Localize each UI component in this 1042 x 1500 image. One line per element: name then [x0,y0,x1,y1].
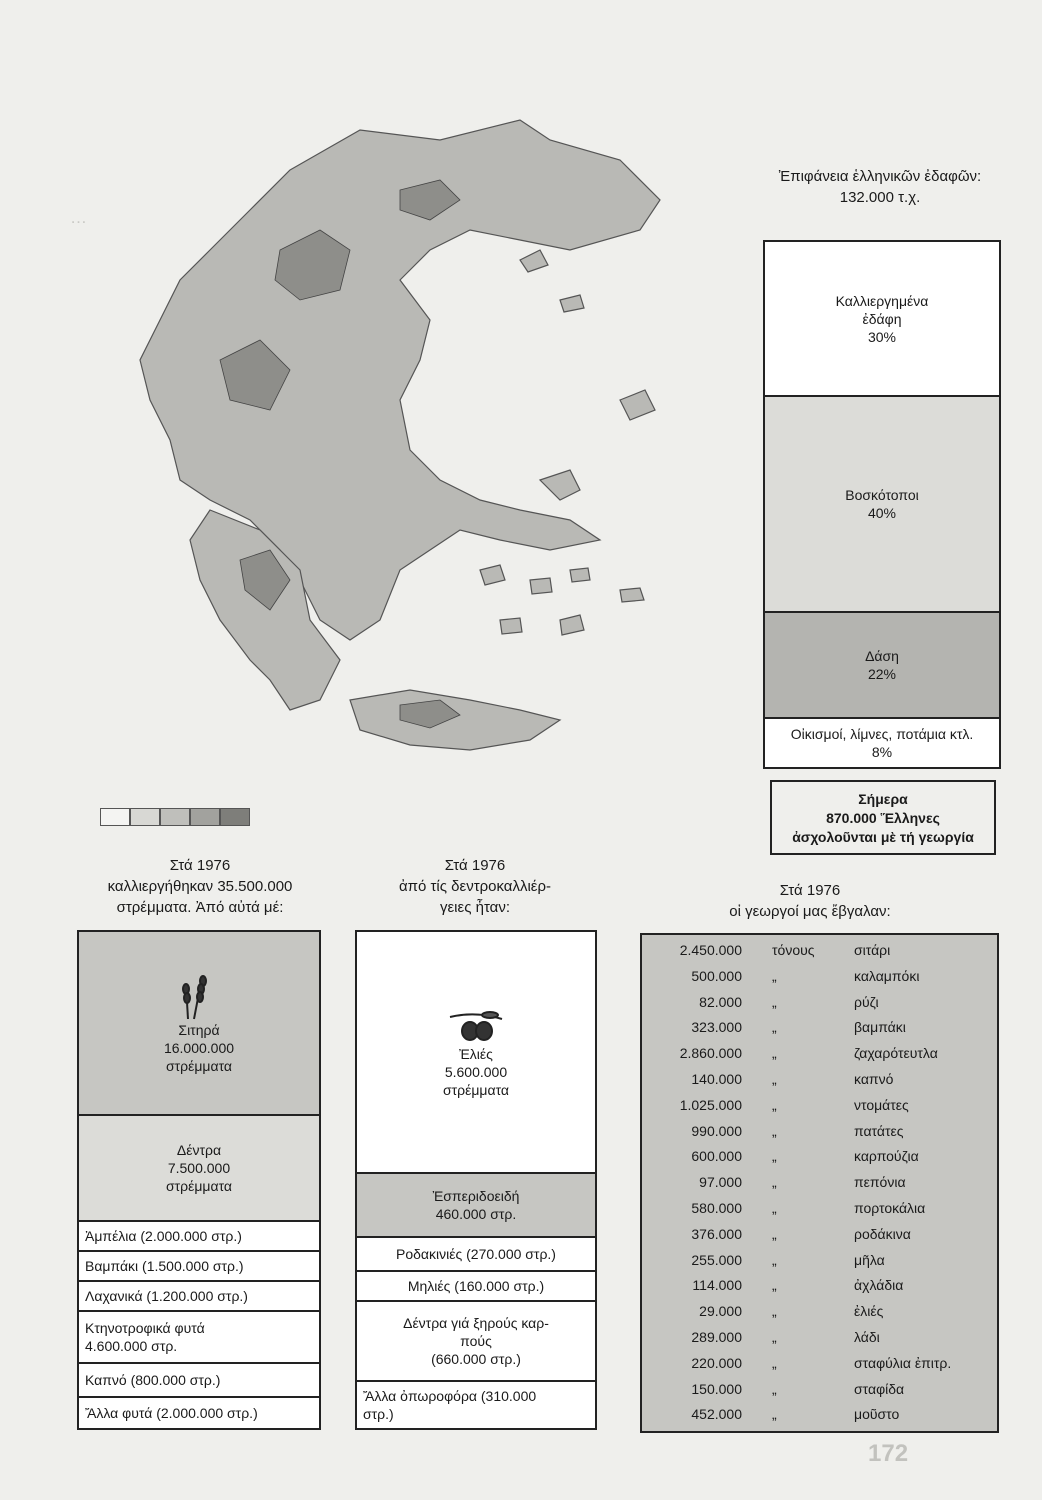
production-product: σταφίδα [854,1380,905,1397]
ditto-mark: „ [772,1174,777,1191]
wheat-icon [174,971,224,1021]
ditto-mark: „ [772,1148,777,1165]
production-row [642,1195,997,1221]
production-amount: 500.000 [691,967,742,984]
caption-line: στρέμματα. Ἀπό αὐτά μέ: [116,899,284,916]
ditto-mark: „ [772,1045,777,1062]
farmers-line: ἀσχολοῦνται μὲ τή γεωργία [792,829,974,845]
production-row [642,1221,997,1247]
production-product: ροδάκινα [854,1225,911,1242]
cultivated-caption [80,855,320,918]
surface-row-pct: 30% [867,328,897,345]
ditto-mark: „ [772,1354,777,1371]
surface-row [765,717,999,767]
trees-label: πούς [460,1333,492,1349]
production-amount: 150.000 [691,1380,742,1397]
surface-row-label: Καλλιεργημένα ἐδάφη [835,292,929,327]
production-product: μῆλα [854,1251,885,1268]
trees-row [357,1172,595,1236]
ditto-mark: „ [772,1277,777,1294]
farmers-box [770,780,996,855]
ditto-mark: „ [772,1406,777,1423]
trees-value: 5.600.000 [444,1064,508,1080]
cultivated-row [79,932,319,1114]
production-product: βαμπάκι [854,1019,906,1036]
caption-line: Στά 1976 [444,857,506,874]
production-amount: 97.000 [699,1174,742,1191]
production-row [642,937,997,963]
production-row [642,1143,997,1169]
production-product: καλαμπόκι [854,967,920,984]
surface-total: 132.000 τ.χ. [839,189,921,206]
ditto-mark: „ [772,993,777,1010]
cultivated-label: Βαμπάκι (1.500.000 στρ.) [85,1258,244,1274]
production-row [642,1298,997,1324]
production-row [642,1324,997,1350]
production-product: πεπόνια [854,1174,906,1191]
ditto-mark: „ [772,1380,777,1397]
surface-row-label: Δάση [865,648,899,664]
production-amount: 82.000 [699,993,742,1010]
surface-row-label: Οἰκισμοί, λίμνες, ποτάμια κτλ. [790,726,974,742]
production-amount: 114.000 [692,1277,742,1294]
production-amount: 140.000 [691,1071,742,1087]
trees-label: Μηλιές (160.000 στρ.) [407,1278,545,1294]
cultivated-label: Ἄλλα φυτά (2.000.000 στρ.) [85,1405,258,1421]
production-row [642,963,997,989]
cultivated-row [79,1114,319,1220]
production-product: ἐλιές [854,1303,884,1320]
production-product: καρπούζια [854,1148,919,1165]
production-row [642,1272,997,1298]
production-amount: 2.860.000 [679,1045,742,1062]
production-amount: 323.000 [691,1019,742,1036]
cultivated-unit: στρέμματα [165,1058,233,1074]
surface-row [765,242,999,395]
cultivated-value: 4.600.000 στρ. [85,1338,178,1354]
ditto-mark: „ [772,1019,777,1036]
ditto-mark: „ [772,1225,777,1242]
cultivated-row [79,1220,319,1250]
ditto-mark: „ [772,1122,777,1139]
trees-row [357,1300,595,1380]
caption-line: Στά 1976 [779,882,841,899]
cultivated-label: Σιτηρά [178,1022,220,1038]
trees-row [357,1380,595,1428]
caption-line: ἀπό τίς δεντροκαλλιέρ- [398,878,552,895]
trees-unit: στρέμματα [442,1082,510,1098]
surface-breakdown-box [763,240,1001,769]
production-product: σιτάρι [854,942,891,958]
ditto-mark: „ [772,1200,777,1216]
trees-box [355,930,597,1430]
surface-row [765,611,999,717]
production-product: ἀχλάδια [854,1277,904,1294]
trees-value: (660.000 στρ.) [431,1351,521,1367]
map-elevation-legend [100,808,250,826]
production-row [642,1376,997,1402]
production-product: σταφύλια ἐπιτρ. [854,1354,952,1371]
production-product: ντομάτες [854,1096,909,1113]
farmers-count: 870.000 Ἕλληνες [826,810,940,826]
surface-row [765,395,999,611]
production-product: λάδι [854,1329,880,1345]
cultivated-value: 7.500.000 [167,1160,231,1176]
production-amount: 376.000 [691,1225,742,1242]
trees-caption [355,855,595,918]
ditto-mark: „ [772,967,777,984]
cultivated-label: Λαχανικά (1.200.000 στρ.) [85,1288,248,1304]
production-row [642,1350,997,1376]
production-row [642,1247,997,1273]
production-amount: 1.025.000 [679,1096,742,1113]
surface-title: Ἐπιφάνεια ἑλληνικῶν ἐδαφῶν: [778,168,982,185]
caption-line: γειες ἦταν: [440,899,510,916]
trees-label: Ἄλλα ὀπωροφόρα (310.000 [363,1388,537,1404]
production-caption [680,880,940,922]
cultivated-row [79,1362,319,1396]
cultivated-row [79,1250,319,1280]
trees-row [357,1236,595,1270]
trees-label: Ἐσπεριδοειδή [432,1188,520,1204]
production-product: μοῦστο [854,1406,900,1423]
bleed-through-text: … [70,208,87,227]
ditto-mark: „ [772,1303,777,1320]
production-amount: 289.000 [691,1329,742,1345]
cultivated-row [79,1396,319,1428]
ditto-mark: „ [772,1251,777,1268]
ditto-mark: „ [772,1071,777,1087]
caption-line: Στά 1976 [169,857,231,874]
surface-row-label: Βοσκότοποι [845,487,919,503]
production-amount: 580.000 [691,1200,742,1216]
production-row [642,1118,997,1144]
production-box [640,933,999,1433]
cultivated-label: Ἀμπέλια (2.000.000 στρ.) [85,1228,242,1244]
caption-line: οἱ γεωργοί μας ἔβγαλαν: [729,903,891,920]
production-row [642,989,997,1015]
page-number: 172 [868,1440,909,1467]
cultivated-unit: στρέμματα [165,1178,233,1194]
trees-label: Δέντρα γιά ξηρούς καρ- [403,1315,549,1331]
production-amount: 29.000 [699,1303,742,1320]
cultivated-row [79,1280,319,1310]
production-amount: 220.000 [691,1354,742,1371]
production-row [642,1401,997,1427]
ditto-mark: „ [772,1329,777,1345]
production-product: πορτοκάλια [854,1200,926,1216]
trees-label: Ἐλιές [459,1046,493,1062]
trees-value: 460.000 στρ. [435,1206,517,1222]
cultivated-label: Δέντρα [176,1142,222,1158]
production-amount: 452.000 [691,1406,742,1423]
cultivated-value: 16.000.000 [163,1040,235,1056]
production-row [642,1066,997,1092]
production-row [642,1092,997,1118]
trees-row [357,932,595,1172]
production-amount: 255.000 [691,1251,742,1268]
production-product: ρύζι [854,993,879,1010]
surface-row-pct: 22% [867,666,897,682]
production-product: πατάτες [854,1122,904,1139]
surface-caption [770,166,990,208]
ditto-mark: „ [772,1096,777,1113]
surface-row-pct: 40% [867,505,897,521]
trees-value: στρ.) [363,1406,394,1422]
olive-icon [446,1005,506,1045]
greece-relief-map [100,100,740,820]
cultivated-label: Καπνό (800.000 στρ.) [85,1372,221,1388]
cultivated-row [79,1310,319,1362]
farmers-line: Σήμερα [858,791,908,807]
cultivated-label: Κτηνοτροφικά φυτά [85,1320,205,1336]
cultivated-box [77,930,321,1430]
production-product: καπνό [854,1071,894,1087]
production-row [642,1014,997,1040]
trees-row [357,1270,595,1300]
production-unit: τόνους [772,942,815,958]
surface-row-pct: 8% [871,744,893,760]
caption-line: καλλιεργήθηκαν 35.500.000 [107,878,293,895]
production-amount: 990.000 [691,1122,742,1139]
production-amount: 600.000 [691,1148,742,1165]
production-row [642,1169,997,1195]
production-row [642,1040,997,1066]
production-product: ζαχαρότευτλα [854,1045,938,1062]
production-amount: 2.450.000 [679,942,742,958]
trees-label: Ροδακινιές (270.000 στρ.) [396,1246,556,1262]
